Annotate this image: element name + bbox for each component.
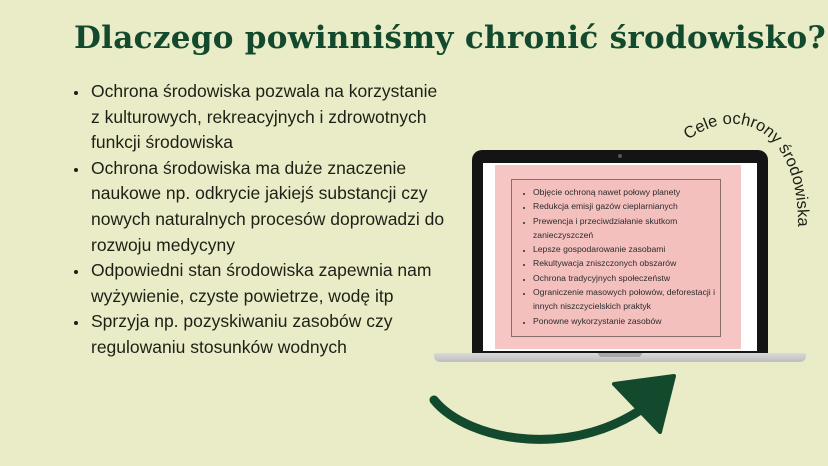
curved-arrow-icon xyxy=(428,370,688,466)
arc-label-text: Cele ochrony środowiska xyxy=(680,109,813,227)
laptop-icon xyxy=(434,150,806,366)
goal-item: • Lepsze gospodarowanie zasobami xyxy=(533,242,716,256)
goal-item: • Prewencja i przeciwdziałanie skutkom zanieczyszczeń xyxy=(533,214,716,243)
goal-item: • Ponowne wykorzystanie zasobów xyxy=(533,314,716,328)
goal-item: • Objęcie ochroną nawet połowy planety xyxy=(533,185,716,199)
laptop-notch xyxy=(598,353,642,357)
goal-item: • Ograniczenie masowych połowów, deforestacji i innych niszczycielskich praktyk xyxy=(533,285,716,314)
laptop-screen xyxy=(483,163,757,351)
list-item: • Ochrona środowiska pozwala na korzystanie z kulturowych, rekreacyjnych i zdrowotnych funkcji środowiska xyxy=(89,79,449,156)
list-item: • Odpowiedni stan środowiska zapewnia nam wyżywienie, czyste powietrze, wodę itp xyxy=(89,258,449,309)
page-title: Dlaczego powinniśmy chronić środowisko? xyxy=(74,20,826,56)
goals-box xyxy=(511,179,721,337)
list-item: • Sprzyja np. pozyskiwaniu zasobów czy regulowaniu stosunków wodnych xyxy=(89,309,449,360)
goal-item: • Ochrona tradycyjnych społeczeństw xyxy=(533,271,716,285)
list-item: • Ochrona środowiska ma duże znaczenie naukowe np. odkrycie jakiejś substancji czy nowych naturalnych procesów doprowadzi do rozwoju medycyny xyxy=(89,156,449,258)
goal-item: • Rekultywacja zniszczonych obszarów xyxy=(533,256,716,270)
screen-panel xyxy=(495,165,741,349)
reasons-list xyxy=(71,79,449,361)
goals-list xyxy=(512,180,720,328)
camera-icon xyxy=(618,154,622,158)
goal-item: • Redukcja emisji gazów cieplarnianych xyxy=(533,199,716,213)
